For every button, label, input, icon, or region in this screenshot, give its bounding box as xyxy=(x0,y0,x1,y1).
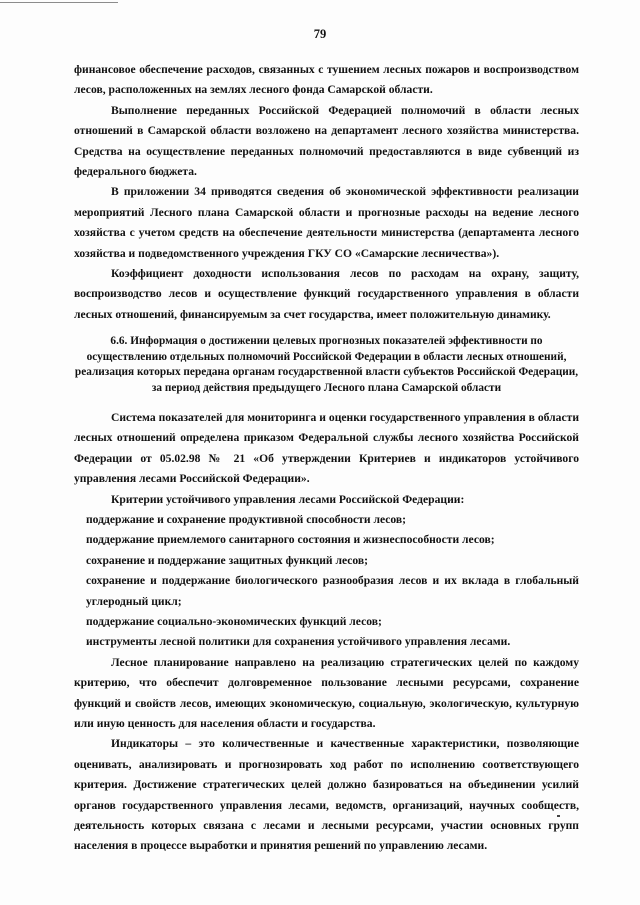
scan-edge-mark xyxy=(0,0,118,7)
criteria-item: поддержание и сохранение продуктивной способности лесов; xyxy=(86,512,407,526)
criteria-item: инструменты лесной политики для сохранения устойчивого управления лесами. xyxy=(86,635,511,649)
criteria-item: поддержание социально-экономических функций лесов; xyxy=(86,614,382,628)
paragraph-indicators: Индикаторы – это количественные и качественные характеристики, позволяющие оценивать, анализировать и прогнозировать ход работ по исполнению соответствующего критерия. Достижение стратегических целей должно базироваться на объединении усилий органов государственного управления лесами, ведомств, организаций, научных сообществ, деятельность которых связана с лесами и лесными ресурсами, участии основных групп населения в процессе выработки и принятия решений по управлению лесами. xyxy=(74,737,579,853)
paragraph-financing-continued: финансовое обеспечение расходов, связанных с тушением лесных пожаров и воспроизводством лесов, расположенных на землях лесного фонда Самарской области. xyxy=(74,63,579,97)
paragraph-indicator-system: Система показателей для мониторинга и оценки государственного управления в области лесных отношений определена приказом Федеральной службы лесного хозяйства Российской Федерации от 05.02.98 № 21 «Об утверждении Критериев и индикаторов устойчивого управления лесами Российской Федерации». xyxy=(74,410,579,486)
paragraph-forest-planning: Лесное планирование направлено на реализацию стратегических целей по каждому критерию, что обеспечит долговременное пользование лесными ресурсами, сохранение функций и свойств лесов, имеющих экономическую, социальную, экологическую, культурную или иную ценность для населения области и государства. xyxy=(74,655,579,730)
paragraph-profitability-coefficient: Коэффициент доходности использования лесов по расходам на охрану, защиту, воспроизводство лесов и осуществление функций государственного управления в области лесных отношений, финансируемым за счет государства, имеет положительную динамику. xyxy=(74,267,579,321)
scan-speck xyxy=(557,815,560,817)
criteria-intro: Критерии устойчивого управления лесами Российской Федерации: xyxy=(111,492,465,506)
paragraph-appendix-34: В приложении 34 приводятся сведения об экономической эффективности реализации мероприятий Лесного плана Самарской области и прогнозные расходы на ведение лесного хозяйства с учетом средств на обеспечение деятельности министерства (департамента лесного хозяйства и подведомственного учреждения ГКУ СО «Самарские лесничества»). xyxy=(74,185,579,260)
page-body xyxy=(74,60,579,857)
section-heading-6-6: 6.6. Информация о достижении целевых прогнозных показателей эффективности по осуществлению отдельных полномочий Российской Федерации в области лесных отношений, реализация которых передана органам государственной власти субъектов Российской Федерации, за период действия предыдущего Лесного плана Самарской области xyxy=(74,335,579,394)
criteria-item: сохранение и поддержание защитных функций лесов; xyxy=(86,553,369,567)
page-number: 79 xyxy=(313,27,327,41)
criteria-item: поддержание приемлемого санитарного состояния и жизнеспособности лесов; xyxy=(86,533,495,547)
paragraph-delegated-powers: Выполнение переданных Российской Федерацией полномочий в области лесных отношений в Самарской области возложено на департамент лесного хозяйства министерства. Средства на осуществление переданных полномочий предоставляются в виде субвенций из федерального бюджета. xyxy=(74,103,579,179)
criteria-item: сохранение и поддержание биологического разнообразия лесов и их вклада в глобальный углеродный цикл; xyxy=(86,574,579,608)
